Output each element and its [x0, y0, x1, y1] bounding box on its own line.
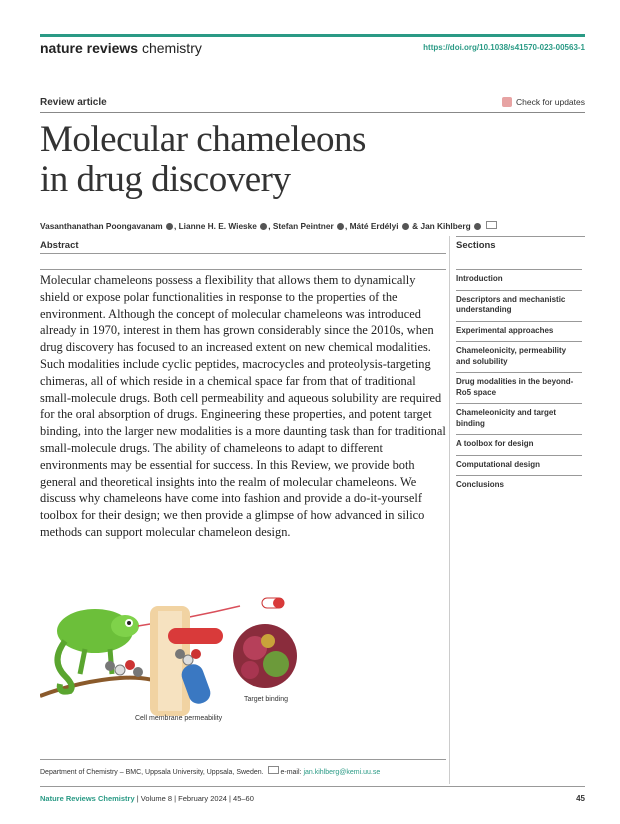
author-list: Vasanthanathan Poongavanam , Lianne H. E. Wieske , Stefan Peintner , Máté Erdélyi & Jan Kihlberg — [40, 221, 497, 231]
journal-name-light: chemistry — [141, 40, 202, 56]
abstract-figure — [40, 586, 330, 728]
section-link[interactable]: Introduction — [456, 270, 582, 291]
footer-citation: Nature Reviews Chemistry | Volume 8 | February 2024 | 45–60 — [40, 794, 254, 803]
author-name[interactable]: Stefan Peintner — [272, 221, 334, 231]
article-title — [40, 120, 560, 200]
author-name[interactable]: Lianne H. E. Wieske — [178, 221, 257, 231]
figure-label-membrane: Cell membrane permeability — [135, 715, 223, 722]
divider — [40, 112, 585, 113]
abstract-heading: Abstract — [40, 240, 79, 251]
author-name[interactable]: Vasanthanathan Poongavanam — [40, 221, 163, 231]
section-link[interactable]: Drug modalities in the beyond-Ro5 space — [456, 373, 582, 404]
section-link[interactable]: Computational design — [456, 456, 582, 477]
author-name[interactable]: Jan Kihlberg — [420, 221, 471, 231]
orcid-icon[interactable] — [337, 223, 344, 230]
divider — [40, 253, 446, 254]
section-link[interactable]: Chameleonicity, permeability and solubility — [456, 342, 582, 373]
sections-list — [456, 270, 582, 496]
orcid-icon[interactable] — [474, 223, 481, 230]
footer-journal[interactable]: Nature Reviews Chemistry — [40, 794, 135, 803]
divider — [40, 786, 585, 787]
doi-link[interactable]: https://doi.org/10.1038/s41570-023-00563-1 — [423, 43, 585, 52]
divider — [40, 759, 446, 760]
journal-name-bold: nature reviews — [40, 40, 139, 56]
title-line-1: Molecular chameleons — [40, 119, 366, 160]
orcid-icon[interactable] — [260, 223, 267, 230]
check-updates-icon — [502, 97, 512, 107]
section-link[interactable]: A toolbox for design — [456, 435, 582, 456]
email-label: e-mail: — [280, 769, 302, 776]
pill-icon — [262, 598, 284, 608]
page-number: 45 — [576, 794, 585, 803]
figure-label-target: Target binding — [244, 696, 288, 703]
column-divider — [449, 236, 450, 784]
email-link[interactable]: jan.kihlberg@kemi.uu.se — [303, 769, 381, 776]
article-type: Review article — [40, 97, 107, 108]
affiliation-text: Department of Chemistry – BMC, Uppsala University, Uppsala, Sweden. — [40, 769, 264, 776]
section-link[interactable]: Chameleonicity and target binding — [456, 404, 582, 435]
email-icon[interactable] — [486, 221, 497, 229]
affiliation — [40, 766, 380, 776]
divider — [40, 269, 446, 270]
abstract-text: Molecular chameleons possess a flexibility that allows them to dynamically shield or expose polar functionalities in response to the properties of the environment. Although the concept of molecular chameleons was introduced already in 1970, interest in them has grown considerably since the 2010s, when drug discovery has focused to an increased extent on new chemical modalities. Such modalities include cyclic peptides, macrocycles and proteolysis-targeting chimeras, all of which reside in a chemical space far from that of traditional small-molecule drugs. Both cell permeability and aqueous solubility are required for the oral absorption of drugs. Engineering these properties, and potent target binding, into the larger new modalities is a more daunting task than for traditional small-molecule drugs. The ability of chameleons to adapt to different environments may be essential for success. In this Review, we provide both general and theoretical insights into the realm of molecular chameleons. We discuss why chameleons have come into fashion and provide a do-it-yourself toolbox for their design; we then provide a glimpse of how advanced in silico methods can support molecular chameleon design. — [40, 273, 446, 539]
email-icon — [268, 766, 279, 774]
sections-heading: Sections — [456, 240, 496, 251]
section-link[interactable]: Conclusions — [456, 480, 505, 489]
check-updates-link[interactable] — [502, 97, 585, 107]
section-link[interactable]: Descriptors and mechanistic understanding — [456, 291, 582, 322]
orcid-icon[interactable] — [166, 223, 173, 230]
protein-target-illustration — [233, 624, 297, 688]
check-updates-label: Check for updates — [516, 97, 585, 107]
journal-name[interactable] — [40, 40, 202, 56]
section-link[interactable]: Experimental approaches — [456, 322, 582, 343]
header-accent-bar — [40, 34, 585, 37]
title-line-2: in drug discovery — [40, 159, 291, 200]
orcid-icon[interactable] — [402, 223, 409, 230]
author-name[interactable]: Máté Erdélyi — [349, 221, 399, 231]
divider — [456, 236, 585, 237]
footer-issue: Volume 8 | February 2024 | 45–60 — [140, 794, 254, 803]
